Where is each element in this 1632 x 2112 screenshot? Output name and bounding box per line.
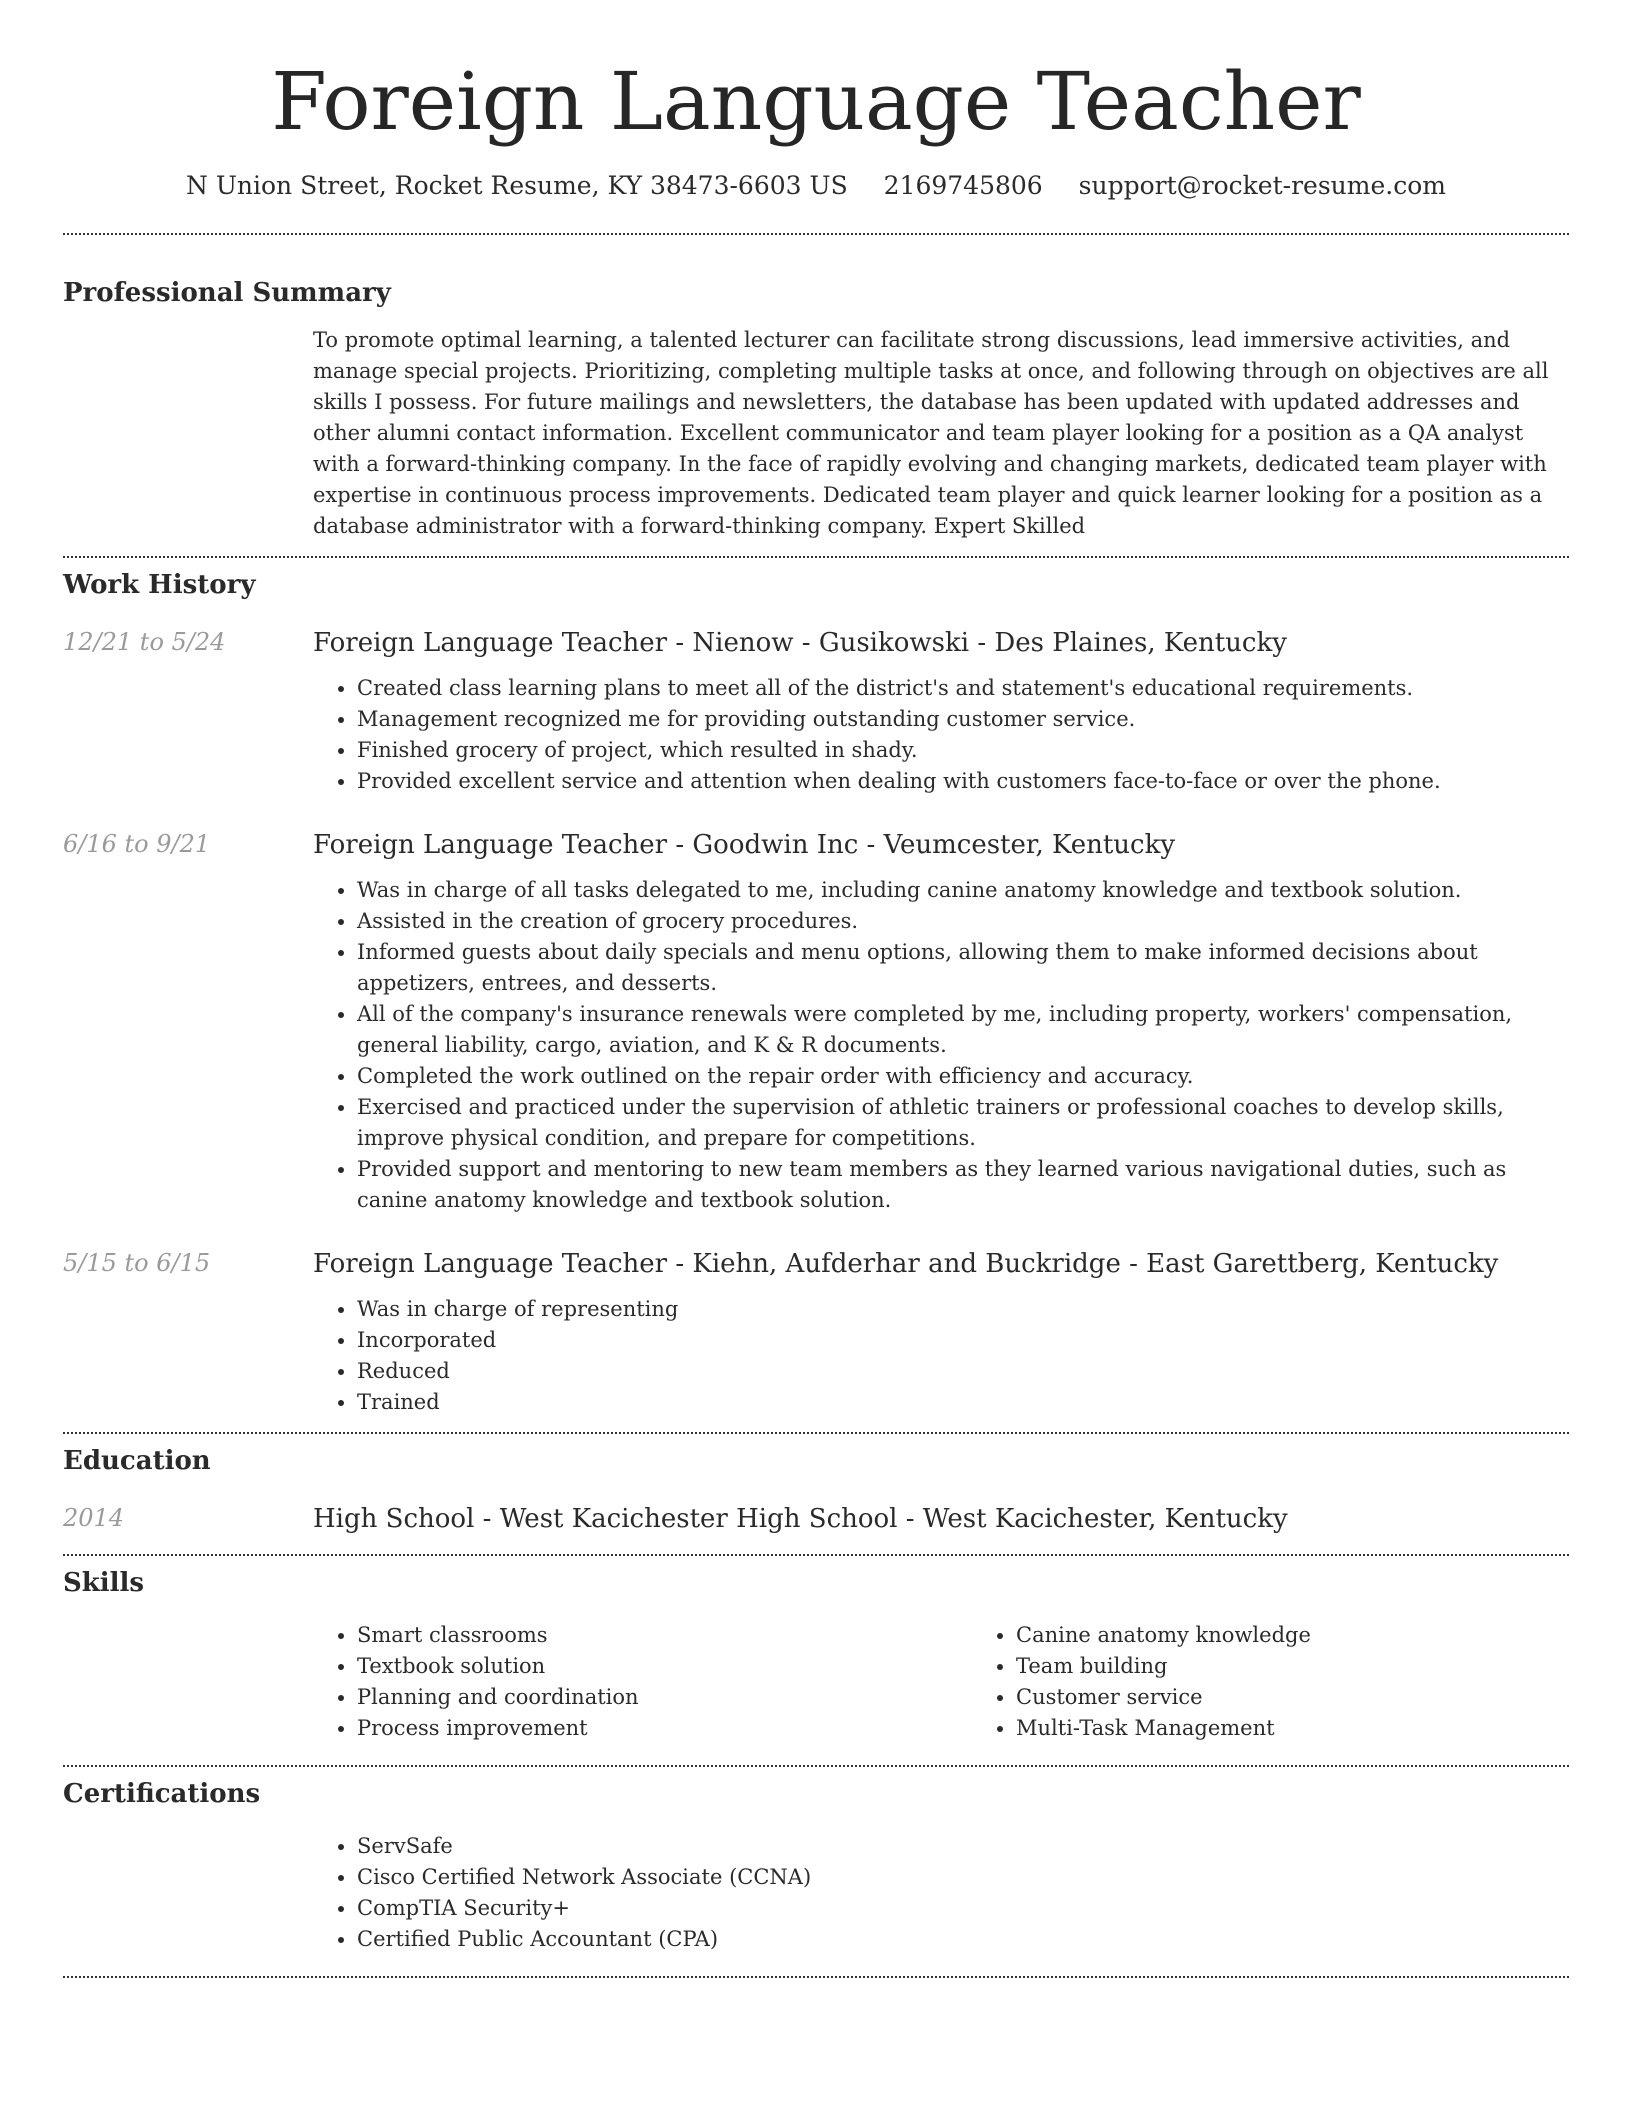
skill-item: • Canine anatomy knowledge bbox=[1016, 1620, 1631, 1651]
job-entry bbox=[63, 828, 1569, 1216]
contact-line bbox=[63, 170, 1569, 202]
skill-item: • Planning and coordination bbox=[357, 1682, 972, 1713]
section-title-skills: Skills bbox=[63, 1568, 145, 1598]
section-title-work: Work History bbox=[63, 570, 256, 600]
summary-text: To promote optimal learning, a talented lecturer can facilitate strong discussions, lead immersive activities, and manage special projects. Prioritizing, completing multiple tasks at once, and following through on objectives are all skills I possess. For future mailings and newsletters, the database has been updated with updated addresses and other alumni contact information. Excellent communicator and team player looking for a position as a QA analyst with a forward-thinking company. In the face of rapidly evolving and changing markets, dedicated team player with expertise in continuous process improvements. Dedicated team player and quick learner looking for a position as a database administrator with a forward-thinking company. Expert Skilled bbox=[313, 328, 1549, 538]
job-bullet: • Completed the work outlined on the repair order with efficiency and accuracy. bbox=[357, 1061, 1569, 1092]
resume-name: Foreign Language Teacher bbox=[271, 55, 1361, 148]
skills-section bbox=[63, 1566, 1569, 1744]
divider bbox=[63, 1554, 1569, 1556]
job-bullet: • Management recognized me for providing outstanding customer service. bbox=[357, 704, 1569, 735]
job-bullet: • Provided support and mentoring to new team members as they learned various navigational duties, such as canine anatomy knowledge and textbook solution. bbox=[357, 1154, 1569, 1216]
job-bullets bbox=[313, 1294, 1569, 1418]
skill-item: • Team building bbox=[1016, 1651, 1631, 1682]
certification-item: • ServSafe bbox=[357, 1831, 1569, 1862]
skill-item: • Multi-Task Management bbox=[1016, 1713, 1631, 1744]
job-date: 6/16 to 9/21 bbox=[63, 830, 211, 858]
job-bullet: • Reduced bbox=[357, 1356, 1569, 1387]
job-bullet: • Informed guests about daily specials and menu options, allowing them to make informed decisions about appetizers, entrees, and desserts. bbox=[357, 937, 1569, 999]
divider bbox=[63, 556, 1569, 558]
job-bullet: • Created class learning plans to meet all of the district's and statement's educational requirements. bbox=[357, 673, 1569, 704]
contact-phone: 2169745806 bbox=[883, 171, 1043, 200]
job-bullet: • Finished grocery of project, which resulted in shady. bbox=[357, 735, 1569, 766]
contact-address: N Union Street, Rocket Resume, KY 38473-6603 US bbox=[186, 171, 848, 200]
skill-item: • Smart classrooms bbox=[357, 1620, 972, 1651]
job-bullet: • Was in charge of representing bbox=[357, 1294, 1569, 1325]
certification-item: • Certified Public Accountant (CPA) bbox=[357, 1924, 1569, 1955]
skill-item: • Textbook solution bbox=[357, 1651, 972, 1682]
section-title-summary: Professional Summary bbox=[63, 278, 391, 308]
job-date: 5/15 to 6/15 bbox=[63, 1249, 211, 1277]
divider bbox=[63, 1432, 1569, 1434]
divider bbox=[63, 1765, 1569, 1767]
skills-list-left bbox=[313, 1620, 972, 1744]
certifications-section bbox=[63, 1777, 1569, 1955]
education-section bbox=[63, 1444, 1569, 1536]
skill-item: • Customer service bbox=[1016, 1682, 1631, 1713]
job-date: 12/21 to 5/24 bbox=[63, 628, 226, 656]
divider bbox=[63, 1976, 1569, 1978]
job-bullet: • Incorporated bbox=[357, 1325, 1569, 1356]
job-heading: Foreign Language Teacher - Kiehn, Aufderhar and Buckridge - East Garettberg, Kentucky bbox=[313, 1249, 1499, 1279]
job-heading: Foreign Language Teacher - Goodwin Inc - Veumcester, Kentucky bbox=[313, 830, 1176, 860]
skill-item: • Process improvement bbox=[357, 1713, 972, 1744]
job-bullet: • Assisted in the creation of grocery procedures. bbox=[357, 906, 1569, 937]
job-bullets bbox=[313, 875, 1569, 1216]
job-entry bbox=[63, 1247, 1569, 1418]
work-history-section bbox=[63, 568, 1569, 1418]
education-heading: High School - West Kacichester High School - West Kacichester, Kentucky bbox=[313, 1504, 1288, 1534]
divider bbox=[63, 233, 1569, 235]
certification-item: • CompTIA Security+ bbox=[357, 1893, 1569, 1924]
contact-email: support@rocket-resume.com bbox=[1078, 171, 1446, 200]
summary-section bbox=[63, 276, 1569, 542]
job-bullets bbox=[313, 673, 1569, 797]
job-bullet: • All of the company's insurance renewals were completed by me, including property, workers' compensation, general liability, cargo, aviation, and K & R documents. bbox=[357, 999, 1569, 1061]
section-title-education: Education bbox=[63, 1446, 211, 1476]
education-date: 2014 bbox=[63, 1504, 125, 1532]
job-bullet: • Was in charge of all tasks delegated to me, including canine anatomy knowledge and textbook solution. bbox=[357, 875, 1569, 906]
section-title-certifications: Certifications bbox=[63, 1779, 261, 1809]
job-entry bbox=[63, 626, 1569, 797]
certification-item: • Cisco Certified Network Associate (CCNA) bbox=[357, 1862, 1569, 1893]
job-heading: Foreign Language Teacher - Nienow - Gusikowski - Des Plaines, Kentucky bbox=[313, 628, 1287, 658]
job-bullet: • Provided excellent service and attention when dealing with customers face-to-face or over the phone. bbox=[357, 766, 1569, 797]
certifications-list bbox=[313, 1831, 1569, 1955]
skills-list-right bbox=[972, 1620, 1631, 1744]
job-bullet: • Exercised and practiced under the supervision of athletic trainers or professional coaches to develop skills, improve physical condition, and prepare for competitions. bbox=[357, 1092, 1569, 1154]
job-bullet: • Trained bbox=[357, 1387, 1569, 1418]
